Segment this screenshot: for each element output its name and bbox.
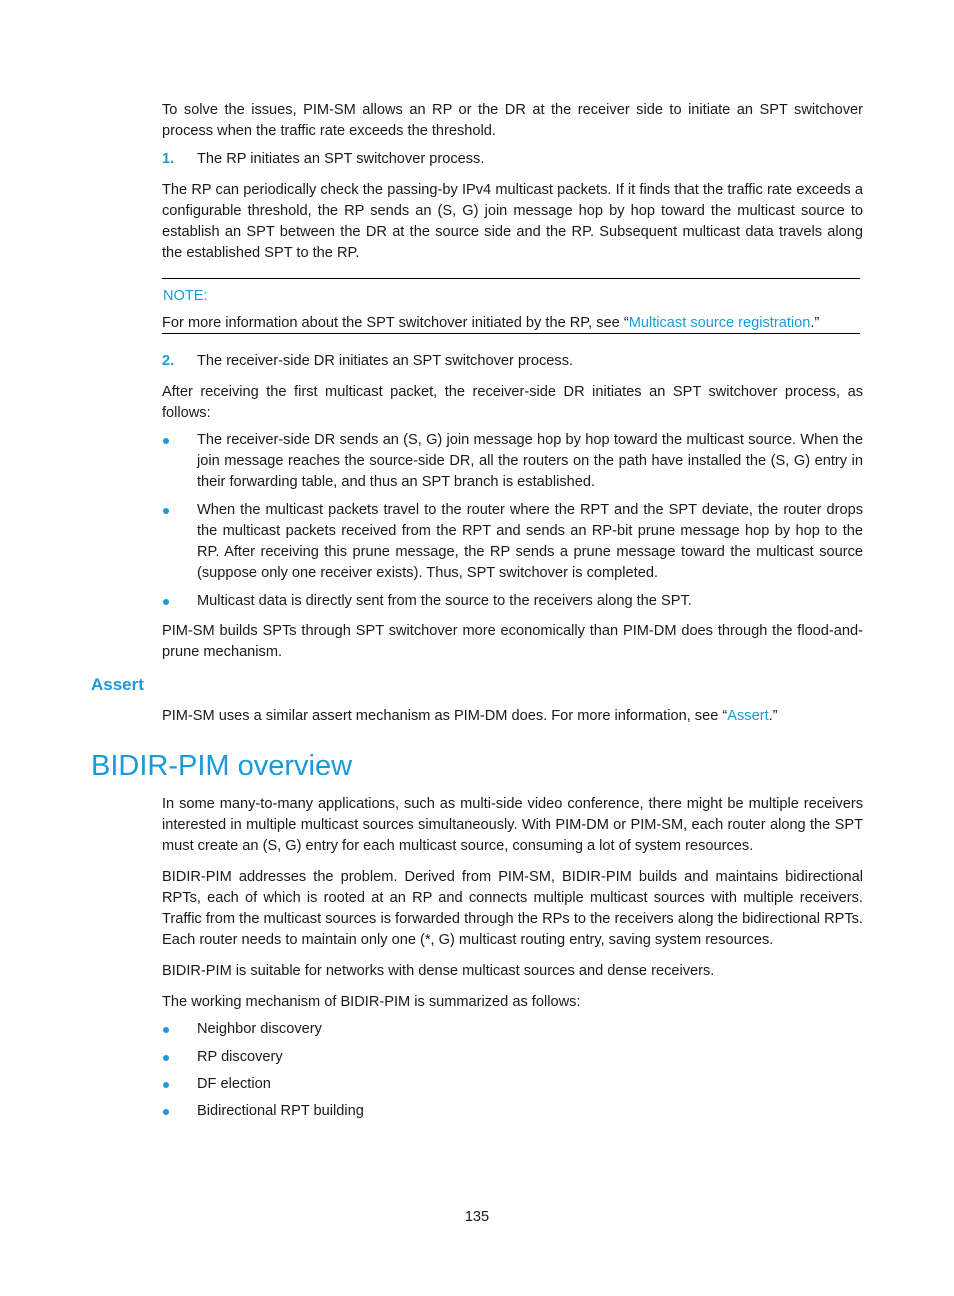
step-number: 2. — [162, 353, 175, 369]
list-item: Bidirectional RPT building — [197, 1103, 364, 1119]
assert-paragraph — [162, 706, 863, 727]
note-text-before: For more information about the SPT switchover initiated by the RP, see “ — [162, 315, 629, 331]
bullet-icon — [163, 438, 169, 444]
bullet-icon — [163, 599, 169, 605]
list-item: When the multicast packets travel to the router where the RPT and the SPT deviate, the router drops the multicast packets received from the RPT and sends an RP-bit prune message hop by hop to the RP. After receiving this prune message, the RP sends a prune message toward the multicast source (suppose only one receiver exists). Thus, SPT switchover is completed. — [197, 502, 863, 581]
bidir-paragraph: BIDIR-PIM addresses the problem. Derived from PIM-SM, BIDIR-PIM builds and maintains bidirectional RPTs, each of which is rooted at an RP and connects multiple multicast sources with multiple receivers. Traffic from the multicast sources is forwarded through the RPs to the receivers along the bidirectional RPTs. Each router needs to maintain only one (*, G) multicast routing entry, saving system resources. — [162, 869, 863, 948]
assert-link[interactable]: Assert — [727, 708, 769, 724]
section-title: BIDIR-PIM overview — [91, 750, 353, 782]
list-item: Multicast data is directly sent from the source to the receivers along the SPT. — [197, 593, 692, 609]
assert-text-after: .” — [768, 708, 778, 724]
bidir-paragraph: The working mechanism of BIDIR-PIM is summarized as follows: — [162, 994, 581, 1010]
note-bottom-rule — [162, 333, 860, 334]
step2-paragraph: After receiving the first multicast packet, the receiver-side DR initiates an SPT switchover process, as follows: — [162, 384, 863, 421]
bidir-paragraph: In some many-to-many applications, such as multi-side video conference, there might be multiple receivers interested in multiple multicast sources simultaneously. With PIM-DM or PIM-SM, each router along the SPT must create an (S, G) entry for each multicast source, consuming a lot of system resources. — [162, 796, 863, 854]
bullet-icon — [163, 1027, 169, 1033]
assert-text-before: PIM-SM uses a similar assert mechanism as PIM-DM does. For more information, see “ — [162, 708, 728, 724]
note-text-after: .” — [810, 315, 820, 331]
bullet-icon — [163, 508, 169, 514]
step-text: The RP initiates an SPT switchover process. — [197, 151, 485, 167]
bidir-paragraph: BIDIR-PIM is suitable for networks with dense multicast sources and dense receivers. — [162, 963, 715, 979]
note-text — [162, 313, 863, 334]
step-text: The receiver-side DR initiates an SPT switchover process. — [197, 353, 574, 369]
note-top-rule — [162, 278, 860, 279]
assert-heading: Assert — [91, 675, 144, 694]
multicast-source-registration-link[interactable]: Multicast source registration — [628, 315, 811, 331]
list-item: Neighbor discovery — [197, 1021, 322, 1037]
note-label: NOTE: — [163, 288, 208, 304]
step1-paragraph: The RP can periodically check the passing-by IPv4 multicast packets. If it finds that the traffic rate exceeds a configurable threshold, the RP sends an (S, G) join message hop by hop toward the multicast source to establish an SPT between the DR at the source side and the RP. Subsequent multicast data travels along the established SPT to the RP. — [162, 182, 863, 261]
list-item: RP discovery — [197, 1049, 283, 1065]
list-item: DF election — [197, 1076, 271, 1092]
bullet-icon — [163, 1082, 169, 1088]
intro-paragraph: To solve the issues, PIM-SM allows an RP or the DR at the receiver side to initiate an SPT switchover process when the traffic rate exceeds the threshold. — [162, 102, 863, 139]
bullet-icon — [163, 1055, 169, 1061]
step-number: 1. — [162, 151, 175, 167]
list-item: The receiver-side DR sends an (S, G) join message hop by hop toward the multicast source. When the join message reaches the source-side DR, all the routers on the path have installed the (S, G) entry in their forwarding table, and thus an SPT branch is established. — [197, 432, 863, 490]
bullet-icon — [163, 1109, 169, 1115]
summary-paragraph: PIM-SM builds SPTs through SPT switchover more economically than PIM-DM does through the flood-and-prune mechanism. — [162, 623, 863, 660]
page-number: 135 — [464, 1209, 490, 1225]
